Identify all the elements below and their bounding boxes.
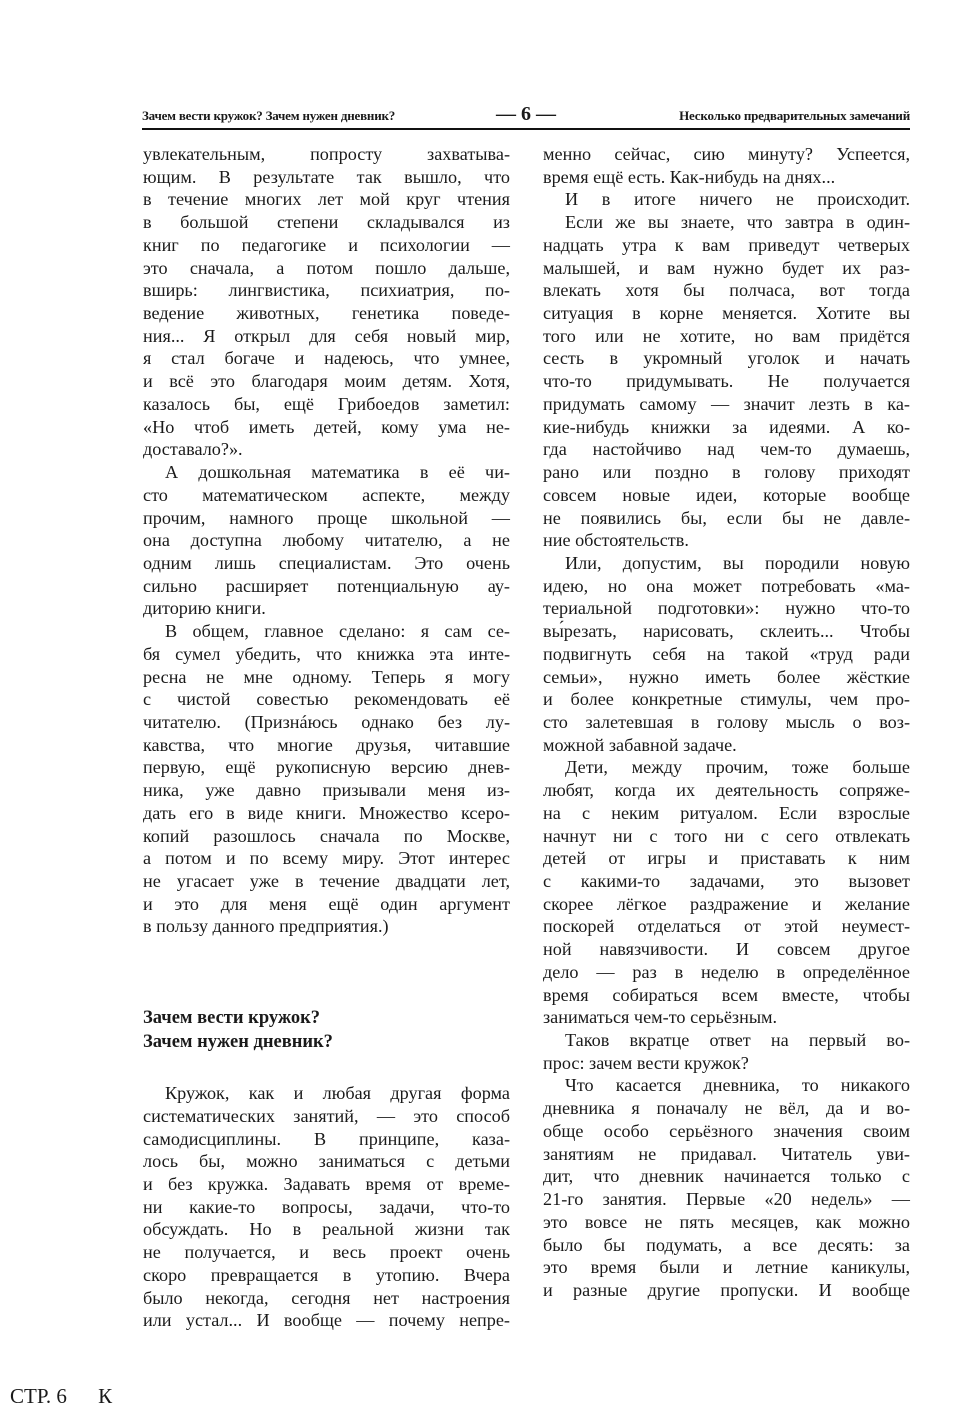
text-line: обще особо серьёзного значения своим — [543, 1120, 910, 1141]
text-line: Что касается дневника, то никакого — [565, 1075, 910, 1096]
text-line: вы́резать, нарисовать, склеить... Чтобы — [543, 621, 910, 642]
text-line: «Но чтоб иметь детей, кому ума не- — [143, 416, 510, 437]
text-line: и всё это благодаря моим детям. Хотя, — [143, 371, 510, 392]
paragraph — [143, 461, 510, 620]
text-line: читателю. (Признáюсь однако без лу- — [143, 711, 510, 732]
text-line: Если же вы знаете, что завтра в один- — [565, 212, 910, 233]
running-head-right: Несколько предварительных замечаний — [679, 108, 910, 123]
text-line: я стал богаче и надеюсь, что умнее, — [143, 348, 510, 369]
text-line: она доступна любому читателю, а не — [143, 530, 510, 551]
section-heading — [143, 1006, 510, 1054]
text-line: териальной подготовки»: нужно что-то — [543, 598, 910, 619]
text-line: кие-нибудь книжки за идеями. А ко- — [543, 416, 910, 437]
paragraph — [543, 143, 910, 188]
text-line: на с неким ритуалом. Если взрослые — [543, 802, 910, 823]
text-line: ведение животных, генетика поведе- — [143, 303, 510, 324]
text-line: одним лишь специалистам. Это очень — [143, 552, 510, 573]
heading-spacer — [143, 1054, 510, 1082]
text-line: время ещё есть. Как-нибудь на днях... — [543, 166, 836, 187]
text-line: детей от игры и приставать к ним — [543, 848, 910, 869]
text-line: это сначала, а потом пошло дальше, — [143, 257, 510, 278]
text-line: сесть в укромный уголок и начать — [543, 348, 910, 369]
text-line: систематических занятий, — это способ — [143, 1105, 510, 1126]
page-footer — [10, 1384, 138, 1409]
text-line: дать его в виде книги. Множество ксеро- — [143, 802, 510, 823]
text-line: ресна не мне одному. Теперь я могу — [143, 666, 510, 687]
left-column — [143, 143, 510, 1332]
text-line: дневника я поначалу не вёл, да и во- — [543, 1098, 910, 1119]
text-line: ни какие-то вопросы, задачи, что-то — [143, 1196, 510, 1217]
text-line: обсуждать. Но в реальной жизни так — [143, 1219, 510, 1240]
text-line: Зачем нужен дневник? — [143, 1032, 333, 1053]
text-line: скоро превращается в утопию. Вчера — [143, 1264, 510, 1285]
text-line: идею, но она может потребовать «ма- — [543, 575, 910, 596]
text-line: совсем новые идеи, которые вообще — [543, 484, 910, 505]
paragraph — [543, 1074, 910, 1301]
footer-page-label: СТР. 6 — [10, 1384, 67, 1408]
text-line: гда настойчиво над чем-то думаешь, — [543, 439, 910, 460]
text-line: сильно расширяет потенциальную ау- — [143, 575, 510, 596]
paragraph — [543, 188, 910, 211]
text-line: скорее лёгкое раздражение и желание — [543, 893, 910, 914]
text-line: Или, допустим, вы породили новую — [565, 552, 910, 573]
text-line: Дети, между прочим, тоже больше — [565, 757, 910, 778]
right-column — [543, 143, 910, 1302]
text-line: с чистой совестью рекомендовать её — [143, 689, 510, 710]
paragraph — [143, 143, 510, 461]
text-line: бя сумел убедить, что книжка эта инте- — [143, 643, 510, 664]
text-line: кавства, что многие друзья, читавшие — [143, 734, 510, 755]
text-line: самодисциплины. В принципе, каза- — [143, 1128, 510, 1149]
text-line: и более конкретные стимулы, чем про- — [543, 689, 910, 710]
text-line: что-то придумывать. Не получается — [543, 371, 910, 392]
text-line: а потом и по всему миру. Этот интерес — [143, 848, 510, 869]
text-line: это вовсе не пять месяцев, как можно — [543, 1211, 910, 1232]
text-line: занятиям не придавал. Читатель уви- — [543, 1143, 910, 1164]
text-line: прос: зачем вести кружок? — [543, 1052, 749, 1073]
text-line: менно сейчас, сию минуту? Успеется, — [543, 144, 910, 164]
text-line: доставало?». — [143, 439, 243, 460]
section-spacer — [143, 938, 510, 1006]
running-head — [142, 103, 910, 130]
text-line: малышей, и вам нужно будет их раз- — [543, 257, 910, 278]
text-line: ника, уже давно призывали меня из- — [143, 780, 510, 801]
text-line: рано или поздно в голову приходят — [543, 462, 910, 483]
text-line: ющим. В результате так вышло, что — [143, 166, 510, 187]
paragraph — [543, 552, 910, 756]
text-line: сто залетевшая в голову мысль о воз- — [543, 711, 910, 732]
text-line: дит, что дневник начинается только с — [543, 1166, 910, 1187]
text-line: любят, когда их деятельность сопряже- — [543, 780, 910, 801]
text-line: В общем, главное сделано: я сам се- — [165, 621, 510, 642]
text-line: ситуация в корне меняется. Хотите вы — [543, 303, 910, 324]
text-line: и это для меня ещё один аргумент — [143, 893, 510, 914]
text-line: увлекательным, попросту захватыва- — [143, 144, 510, 164]
text-line: А дошкольная математика в её чи- — [165, 462, 510, 483]
text-line: того или не хотите, но вам придётся — [543, 325, 910, 346]
text-line: в большой степени складывался из — [143, 212, 510, 233]
text-line: не получается, и весь проект очень — [143, 1242, 510, 1263]
text-line: не угасает уже в течение двадцати лет, — [143, 871, 510, 891]
text-line: Кружок, как и любая другая форма — [165, 1083, 510, 1104]
text-line: ние обстоятельств. — [543, 530, 689, 551]
text-line: книг по педагогике и психологии — — [143, 234, 510, 255]
text-line: время собираться всем вместе, чтобы — [543, 984, 910, 1005]
text-line: Таков вкратце ответ на первый во- — [565, 1030, 910, 1051]
text-line: надцать утра к вам приведут четверых — [543, 234, 910, 255]
text-line: и без кружка. Задавать время от време- — [143, 1174, 510, 1195]
text-line: Зачем вести кружок? — [143, 1008, 320, 1029]
text-line: подвигнуть себя на такой «труд ради — [543, 643, 910, 664]
text-line: копий разошлось сначала по Москве, — [143, 825, 510, 846]
text-line: было бы подумать, а все десять: за — [543, 1234, 910, 1255]
page-number: — 6 — — [496, 103, 556, 125]
text-line: вширь: лингвистика, психиатрия, по- — [143, 280, 510, 301]
text-line: и разные другие пропуски. И вообще — [543, 1279, 910, 1300]
text-line: 21-го занятия. Первые «20 недель» — — [543, 1189, 910, 1210]
paragraph — [543, 756, 910, 1029]
paragraph — [543, 1029, 910, 1074]
text-line: ной навязчивости. И совсем другое — [543, 939, 910, 960]
text-line: заниматься чем-то серьёзным. — [543, 1007, 778, 1028]
text-line: прочим, намного проще школьной — — [143, 507, 510, 528]
footer-marker: К — [98, 1384, 113, 1408]
text-line: ния... Я открыл для себя новый мир, — [143, 325, 510, 346]
text-line: диторию книги. — [143, 598, 266, 619]
paragraph — [143, 620, 510, 938]
text-line: лось бы, можно заниматься с детьми — [143, 1151, 510, 1172]
text-line: первую, ещё рукописную версию днев- — [143, 757, 510, 778]
text-line: в пользу данного предприятия.) — [143, 916, 389, 937]
text-line: дело — раз в неделю в определённое — [543, 961, 910, 982]
text-line: можной забавной задаче. — [543, 734, 737, 755]
text-line: семьи», нужно иметь более жёсткие — [543, 666, 910, 687]
text-line: И в итоге ничего не происходит. — [565, 189, 910, 210]
running-head-left: Зачем вести кружок? Зачем нужен дневник? — [142, 108, 396, 123]
text-line: не появились бы, если бы не давле- — [543, 507, 910, 528]
paragraph — [143, 1082, 510, 1332]
text-line: начнут ни с того ни с сего отвлекать — [543, 825, 910, 846]
text-line: казалось бы, ещё Грибоедов заметил: — [143, 393, 510, 414]
text-line: это время были и летние каникулы, — [543, 1257, 910, 1278]
text-line: или устал... И вообще — почему непре- — [143, 1310, 510, 1331]
text-line: придумать самому — значит лезть в ка- — [543, 393, 910, 414]
text-line: сто математическом аспекте, между — [143, 484, 510, 505]
text-line: влекать хотя бы полчаса, вот тогда — [543, 280, 910, 301]
paragraph — [543, 211, 910, 552]
text-line: было некогда, сегодня нет настроения — [143, 1287, 510, 1308]
text-line: в течение многих лет мой круг чтения — [143, 189, 510, 210]
text-line: с какими-то задачами, это вызовет — [543, 871, 910, 891]
text-line: поскорей отделаться от этой неумест- — [543, 916, 910, 937]
